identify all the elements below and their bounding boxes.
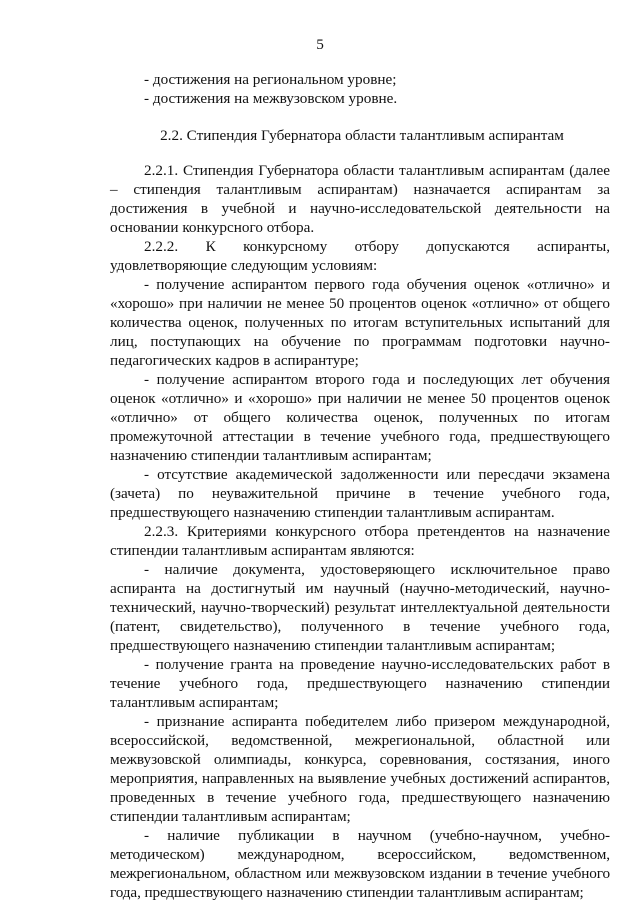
paragraph-criterion-patent: - наличие документа, удостоверяющего исключительное право аспиранта на достигнутый им научный (научно-методический, научно-технический, научно-творческий) результат интеллектуальной деятельности (патент, свидетельство), полученного в течение учебного года, предшествующего назначению стипендии талантливым аспирантам;	[110, 561, 610, 654]
page-number: 5	[316, 36, 324, 53]
paragraph-2-2-2: 2.2.2. К конкурсному отбору допускаются аспиранты, удовлетворяющие следующим условиям:	[110, 238, 610, 274]
paragraph-regional: - достижения на региональном уровне;	[144, 71, 397, 88]
section-heading: 2.2. Стипендия Губернатора области талантливым аспирантам	[160, 127, 564, 144]
paragraph-condition-second-year: - получение аспирантом второго года и последующих лет обучения оценок «отлично» и «хорошо» при наличии не менее 50 процентов оценок «отлично» от общего количества оценок, полученных по итогам промежуточной аттестации в течение учебного года, предшествующего назначению стипендии талантливым аспирантам;	[110, 371, 610, 464]
paragraph-criterion-olympiad: - признание аспиранта победителем либо призером международной, всероссийской, ведомственной, межрегиональной, областной или межвузовской олимпиады, конкурса, соревнования, состязания, иного мероприятия, направленных на выявление учебных достижений аспирантов, проведенных в течение учебного года, предшествующего назначению стипендии талантливым аспирантам;	[110, 713, 610, 825]
paragraph-criterion-publication: - наличие публикации в научном (учебно-научном, учебно-методическом) международном, всероссийском, ведомственном, межрегиональном, областном или межвузовском издании в течение учебного года, предшествующего назначению стипендии талантливым аспирантам;	[110, 827, 610, 901]
paragraph-2-2-1: 2.2.1. Стипендия Губернатора области талантливым аспирантам (далее – стипендия талантливым аспирантам) назначается аспирантам за достижения в учебной и научно-исследовательской деятельности на основании конкурсного отбора.	[110, 162, 610, 236]
paragraph-criterion-grant: - получение гранта на проведение научно-исследовательских работ в течение учебного года, предшествующего назначению стипендии талантливым аспирантам;	[110, 656, 610, 711]
paragraph-condition-first-year: - получение аспирантом первого года обучения оценок «отлично» и «хорошо» при наличии не менее 50 процентов оценок «отлично» от общего количества оценок, полученных по итогам вступительных испытаний для лиц, поступающих на обучение по программам подготовки научно-педагогических кадров в аспирантуре;	[110, 276, 610, 369]
paragraph-interuniversity: - достижения на межвузовском уровне.	[144, 90, 398, 107]
document-body	[110, 70, 610, 902]
paragraph-2-2-3: 2.2.3. Критериями конкурсного отбора претендентов на назначение стипендии талантливым аспирантам являются:	[110, 523, 610, 559]
paragraph-condition-no-debt: - отсутствие академической задолженности или пересдачи экзамена (зачета) по неуважительной причине в течение учебного года, предшествующего назначению стипендии талантливым аспирантам.	[110, 466, 610, 521]
